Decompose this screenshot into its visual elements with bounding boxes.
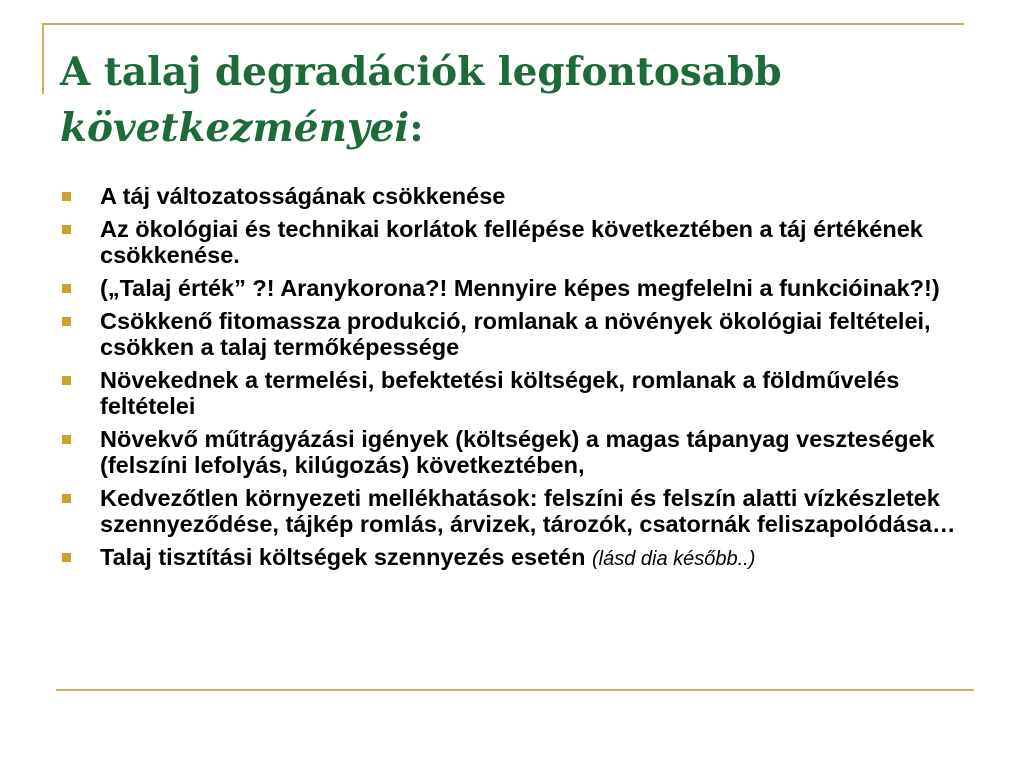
bullet-list bbox=[60, 183, 970, 579]
square-bullet-icon bbox=[62, 435, 71, 444]
slide-title bbox=[60, 44, 960, 156]
list-item bbox=[60, 308, 970, 360]
list-item bbox=[60, 485, 970, 537]
frame-bottom-line bbox=[56, 689, 974, 691]
bullet-text: („Talaj érték” ?! Aranykorona?! Mennyire képes megfelelni a funkcióinak?!) bbox=[100, 275, 940, 301]
bullet-text: Növekednek a termelési, befektetési költségek, romlanak a földművelés feltételei bbox=[100, 367, 900, 419]
bullet-text: Az ökológiai és technikai korlátok fellépése következtében a táj értékének csökkenése. bbox=[100, 216, 923, 268]
frame-top-line bbox=[42, 23, 964, 25]
title-line-2 bbox=[60, 100, 960, 156]
bullet-text: Növekvő műtrágyázási igények (költségek) a magas tápanyag veszteségek (felszíni lefolyás, kilúgozás) következtében, bbox=[100, 426, 935, 478]
bullet-text: Csökkenő fitomassza produkció, romlanak a növények ökológiai feltételei, csökken a talaj termőképessége bbox=[100, 308, 931, 360]
square-bullet-icon bbox=[62, 317, 71, 326]
list-item bbox=[60, 426, 970, 478]
square-bullet-icon bbox=[62, 192, 71, 201]
bullet-text: A táj változatosságának csökkenése bbox=[100, 183, 506, 209]
list-item bbox=[60, 544, 970, 572]
title-italic-word: következményei bbox=[60, 105, 410, 151]
list-item bbox=[60, 275, 970, 301]
square-bullet-icon bbox=[62, 553, 71, 562]
title-line-1: A talaj degradációk legfontosabb bbox=[60, 49, 782, 95]
square-bullet-icon bbox=[62, 284, 71, 293]
bullet-text: Kedvezőtlen környezeti mellékhatások: felszíni és felszín alatti vízkészletek szennyeződése, tájkép romlás, árvizek, tározók, csatornák feliszapolódása… bbox=[100, 485, 956, 537]
square-bullet-icon bbox=[62, 225, 71, 234]
square-bullet-icon bbox=[62, 376, 71, 385]
list-item bbox=[60, 367, 970, 419]
bullet-note: (lásd dia később..) bbox=[591, 548, 756, 570]
list-item bbox=[60, 183, 970, 209]
list-item bbox=[60, 216, 970, 268]
frame-left-line bbox=[42, 23, 44, 94]
title-colon: : bbox=[409, 105, 424, 151]
square-bullet-icon bbox=[62, 494, 71, 503]
bullet-text: Talaj tisztítási költségek szennyezés esetén bbox=[100, 544, 592, 570]
